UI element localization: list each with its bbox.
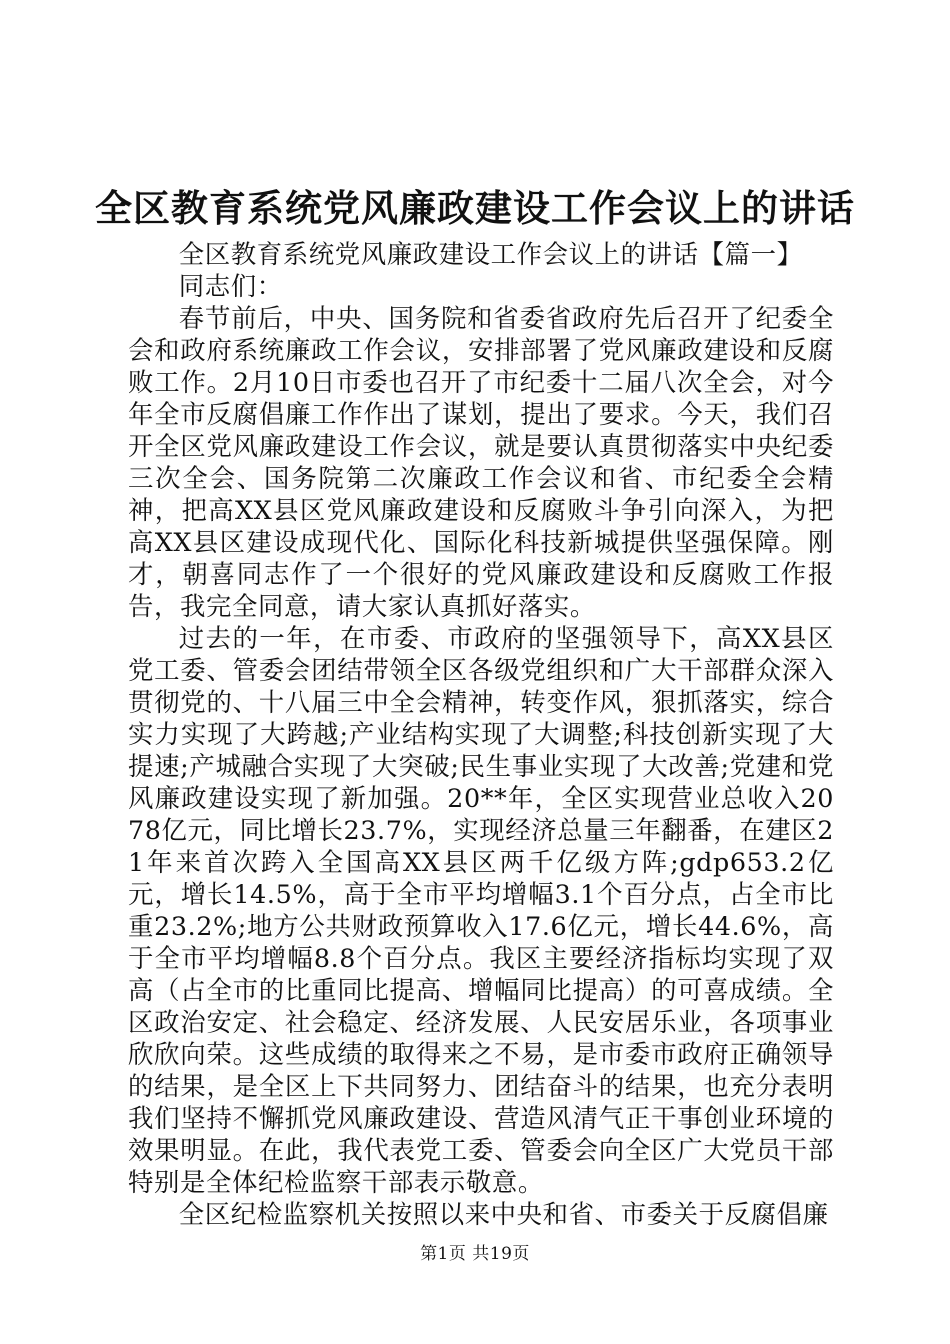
paragraph-1: 春节前后，中央、国务院和省委省政府先后召开了纪委全会和政府系统廉政工作会议，安排部署了党风廉政建设和反腐败工作。2月10日市委也召开了市纪委十二届八次全会，对今年全市反腐倡廉工作作出了谋划，提出了要求。今天，我们召开全区党风廉政建设工作会议，就是要认真贯彻落实中央纪委三次全会、国务院第二次廉政工作会议和省、市纪委全会精神，把高XX县区党风廉政建设和反腐败斗争引向深入，为把高XX县区建设成现代化、国际化科技新城提供坚强保障。刚才，朝喜同志作了一个很好的党风廉政建设和反腐败工作报告，我完全同意，请大家认真抓好落实。 — [128, 303, 834, 621]
document-title: 全区教育系统党风廉政建设工作会议上的讲话 — [95, 186, 855, 230]
paragraph-2: 过去的一年，在市委、市政府的坚强领导下，高XX县区党工委、管委会团结带领全区各级党组织和广大干部群众深入贯彻党的、十八届三中全会精神，转变作风，狠抓落实，综合实力实现了大跨越;产业结构实现了大调整;科技创新实现了大提速;产城融合实现了大突破;民生事业实现了大改善;党建和党风廉政建设实现了新加强。20**年，全区实现营业总收入2078亿元，同比增长23.7%，实现经济总量三年翻番，在建区21年来首次跨入全国高XX县区两千亿级方阵;gdp653.2亿元，增长14.5%，高于全市平均增幅3.1个百分点，占全市比重23.2%;地方公共财政预算收入17.6亿元，增长44.6%，高于全市平均增幅8.8个百分点。我区主要经济指标均实现了双高（占全市的比重同比提高、增幅同比提高）的可喜成绩。全区政治安定、社会稳定、经济发展、人民安居乐业，各项事业欣欣向荣。这些成绩的取得来之不易，是市委市政府正确领导的结果，是全区上下共同努力、团结奋斗的结果，也充分表明我们坚持不懈抓党风廉政建设、营造风清气正干事创业环境的效果明显。在此，我代表党工委、管委会向全区广大党员干部特别是全体纪检监察干部表示敬意。 — [128, 623, 834, 1197]
salutation: 同志们： — [178, 271, 283, 301]
paragraph-3: 全区纪检监察机关按照以来中央和省、市委关于反腐倡廉 — [178, 1199, 829, 1229]
document-body — [128, 238, 834, 1230]
document-subtitle: 全区教育系统党风廉政建设工作会议上的讲话【篇一】 — [178, 239, 803, 269]
page-footer: 第1页 共19页 — [420, 1244, 530, 1264]
